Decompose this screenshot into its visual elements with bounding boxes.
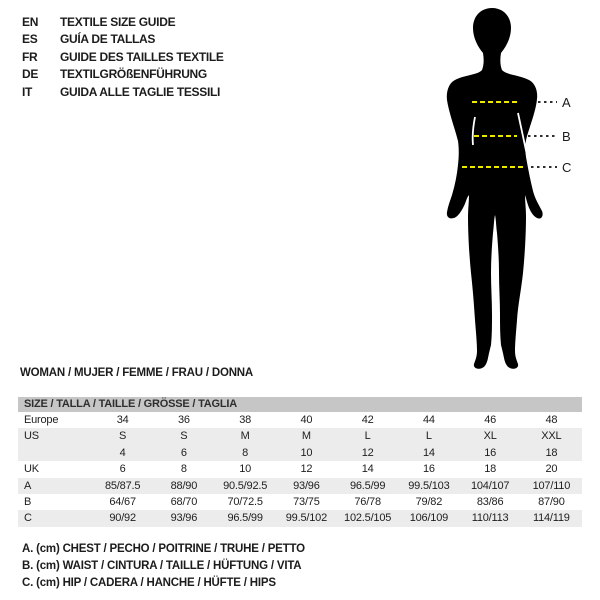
size-cell: 12 (300, 463, 313, 476)
size-cell: XL (460, 428, 521, 444)
language-item (22, 49, 224, 66)
size-cell: 18 (521, 445, 582, 461)
language-code: EN (22, 15, 39, 29)
language-item (22, 84, 224, 101)
size-cell: L (337, 428, 398, 444)
size-cell: 46 (484, 414, 497, 426)
language-item (22, 31, 224, 48)
language-label: GUIDA ALLE TAGLIE TESSILI (60, 84, 221, 99)
size-cell: 6 (119, 463, 126, 476)
language-item (22, 14, 224, 31)
table-row (18, 445, 582, 461)
size-cell: 36 (177, 414, 190, 426)
size-cell: 6 (153, 445, 214, 461)
size-cell: 90/92 (92, 510, 153, 526)
size-cell: 79/82 (415, 496, 443, 509)
size-cell: S (92, 428, 153, 444)
measurement-legend (22, 541, 305, 593)
language-code: ES (22, 32, 38, 47)
woman-silhouette (447, 8, 543, 369)
size-cell: 96.5/99 (215, 510, 276, 526)
size-cell: 40 (300, 414, 313, 426)
size-cell: 96.5/99 (337, 478, 398, 494)
row-label: UK (24, 463, 39, 476)
language-label: TEXTILE SIZE GUIDE (60, 15, 176, 29)
language-label: TEXTILGRÖßENFÜHRUNG (60, 67, 207, 82)
size-cell: 20 (545, 463, 558, 476)
size-cell: 64/67 (109, 496, 136, 509)
size-table-header: SIZE / TALLA / TAILLE / GRÖSSE / TAGLIA (18, 397, 582, 412)
size-cell: 88/90 (153, 478, 214, 494)
size-cell: 38 (239, 414, 252, 426)
row-label: B (24, 496, 32, 509)
size-cell: 14 (361, 463, 374, 476)
table-row (18, 478, 582, 494)
language-item (22, 66, 224, 83)
legend-line: B. (cm) WAIST / CINTURA / TAILLE / HÜFTUNG / VITA (22, 560, 302, 573)
language-label: GUIDE DES TAILLES TEXTILE (60, 49, 224, 64)
size-cell: 85/87.5 (92, 478, 153, 494)
row-label (18, 445, 92, 461)
size-cell: 8 (215, 445, 276, 461)
table-row (18, 428, 582, 444)
size-table-body (18, 412, 582, 527)
size-cell: 110/113 (460, 510, 521, 526)
legend-line: C. (cm) HIP / CADERA / HANCHE / HÜFTE / HIPS (22, 577, 276, 590)
size-cell: 14 (398, 445, 459, 461)
size-cell: L (398, 428, 459, 444)
language-code: FR (22, 49, 38, 64)
language-code: IT (22, 84, 33, 99)
woman-silhouette-figure (430, 5, 600, 375)
size-cell: 90.5/92.5 (215, 478, 276, 494)
language-list (22, 14, 224, 101)
size-cell: 4 (92, 445, 153, 461)
size-cell: 68/70 (170, 496, 198, 509)
size-cell: XXL (521, 428, 582, 444)
size-cell: 114/119 (521, 510, 582, 526)
table-row (18, 461, 582, 477)
size-cell: 104/107 (460, 478, 521, 494)
table-row (18, 494, 582, 510)
size-cell: 76/78 (354, 496, 381, 509)
row-label: Europe (24, 414, 59, 426)
size-cell: M (215, 428, 276, 444)
size-cell: 93/96 (276, 478, 337, 494)
size-cell: 16 (422, 463, 435, 476)
size-cell: 102.5/105 (337, 510, 398, 526)
row-label: C (18, 510, 92, 526)
section-title-woman: WOMAN / MUJER / FEMME / FRAU / DONNA (20, 367, 254, 379)
size-cell: 73/75 (293, 496, 320, 509)
size-cell: 10 (276, 445, 337, 461)
size-cell: S (153, 428, 214, 444)
table-row (18, 510, 582, 526)
measurement-label-c: C (562, 160, 572, 175)
legend-line: A. (cm) CHEST / PECHO / POITRINE / TRUHE / PETTO (22, 543, 305, 555)
size-cell: 70/72.5 (227, 496, 263, 509)
size-cell: 8 (180, 463, 187, 476)
measurement-label-b: B (562, 129, 571, 144)
size-cell: 34 (116, 414, 129, 426)
row-label: A (18, 478, 92, 494)
size-cell: 93/96 (153, 510, 214, 526)
size-cell: 87/90 (538, 496, 565, 509)
language-code: DE (22, 67, 39, 82)
size-cell: 107/110 (521, 478, 582, 494)
row-label: US (18, 428, 92, 444)
language-label: GUÍA DE TALLAS (60, 32, 156, 47)
silhouette-svg (430, 5, 600, 375)
size-cell: 16 (460, 445, 521, 461)
size-cell: 106/109 (398, 510, 459, 526)
size-cell: M (276, 428, 337, 444)
size-cell: 99.5/103 (398, 478, 459, 494)
size-table-section (18, 397, 582, 527)
measurement-label-a: A (562, 95, 571, 110)
size-cell: 12 (337, 445, 398, 461)
size-cell: 42 (361, 414, 374, 426)
size-cell: 83/86 (476, 496, 504, 509)
size-cell: 18 (484, 463, 497, 476)
size-cell: 48 (545, 414, 558, 426)
size-cell: 10 (239, 463, 252, 476)
size-cell: 99.5/102 (276, 510, 337, 526)
size-cell: 44 (422, 414, 435, 426)
size-table (18, 412, 582, 527)
table-row (18, 412, 582, 428)
